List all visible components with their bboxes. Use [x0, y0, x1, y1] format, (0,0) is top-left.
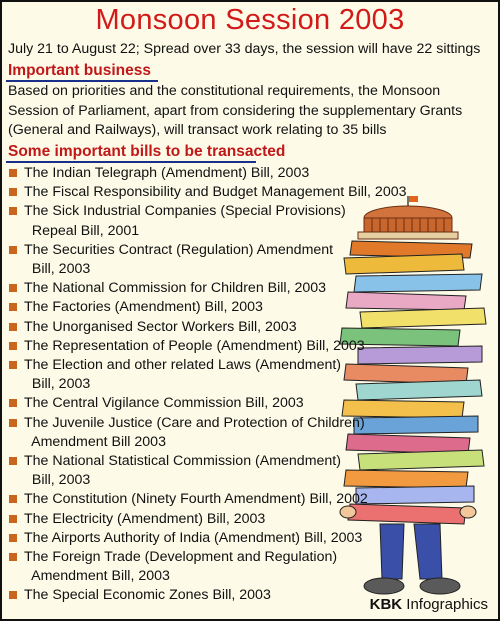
bill-item: [8, 202, 407, 240]
bill-title: The Juvenile Justice (Care and Protection of Children) Amendment Bill 2003: [24, 414, 365, 450]
bill-item: [8, 279, 407, 298]
bill-title: The National Statistical Commission (Amendment) Bill, 2003: [24, 453, 341, 489]
bill-item: [8, 548, 407, 586]
bill-title: The National Commission for Children Bill, 2003: [24, 280, 327, 297]
square-bullet-icon: [9, 169, 17, 177]
bill-title: The Sick Industrial Companies (Special Provisions) Repeal Bill, 2001: [24, 203, 346, 239]
bill-title: The Central Vigilance Commission Bill, 2003: [24, 395, 304, 412]
important-business-heading: Important business: [8, 62, 151, 79]
bill-item: [8, 452, 407, 490]
credit-line: [370, 596, 488, 613]
hand-icon: [460, 506, 476, 518]
bills-list: [8, 164, 407, 606]
bill-item: [8, 318, 407, 337]
square-bullet-icon: [9, 342, 17, 350]
square-bullet-icon: [9, 361, 17, 369]
square-bullet-icon: [9, 284, 17, 292]
square-bullet-icon: [9, 591, 17, 599]
bill-title: The Special Economic Zones Bill, 2003: [24, 587, 271, 604]
square-bullet-icon: [9, 246, 17, 254]
square-bullet-icon: [9, 207, 17, 215]
square-bullet-icon: [9, 457, 17, 465]
bill-item: [8, 414, 407, 452]
bill-title: The Unorganised Sector Workers Bill, 2003: [24, 318, 297, 335]
bill-title: The Electricity (Amendment) Bill, 2003: [24, 510, 266, 527]
description-line: (General and Railways), will transact work relating to 35 bills: [8, 122, 387, 138]
description-line: Based on priorities and the constitutional requirements, the Monsoon: [8, 83, 441, 99]
bills-heading: Some important bills to be transacted: [8, 143, 286, 160]
square-bullet-icon: [9, 323, 17, 331]
session-dates: July 21 to August 22; Spread over 33 days, the session will have 22 sittings: [8, 41, 481, 57]
bill-title: The Foreign Trade (Development and Regulation) Amendment Bill, 2003: [24, 549, 338, 585]
square-bullet-icon: [9, 553, 17, 561]
bill-item: [8, 337, 407, 356]
bill-item: [8, 298, 407, 317]
bill-item: [8, 529, 407, 548]
bill-item: [8, 490, 407, 509]
description-line: Session of Parliament, apart from considering the supplementary Grants: [8, 102, 463, 119]
bill-item: [8, 586, 407, 605]
bill-item: [8, 394, 407, 413]
bill-item: [8, 241, 407, 279]
bill-title: The Representation of People (Amendment) Bill, 2003: [24, 337, 365, 354]
bill-title: The Fiscal Responsibility and Budget Management Bill, 2003: [24, 184, 407, 201]
square-bullet-icon: [9, 188, 17, 196]
bill-item: [8, 164, 407, 183]
bill-title: The Airports Authority of India (Amendment) Bill, 2003: [24, 529, 363, 546]
square-bullet-icon: [9, 495, 17, 503]
square-bullet-icon: [9, 303, 17, 311]
square-bullet-icon: [9, 515, 17, 523]
square-bullet-icon: [9, 534, 17, 542]
square-bullet-icon: [9, 419, 17, 427]
bill-item: [8, 510, 407, 529]
bill-title: The Securities Contract (Regulation) Amendment Bill, 2003: [24, 241, 334, 278]
bill-item: [8, 183, 407, 202]
square-bullet-icon: [9, 399, 17, 407]
bill-title: The Factories (Amendment) Bill, 2003: [24, 299, 263, 316]
bill-title: The Constitution (Ninety Fourth Amendment) Bill, 2002: [24, 491, 368, 508]
credit-brand: KBK: [369, 596, 403, 613]
bill-title: The Indian Telegraph (Amendment) Bill, 2003: [24, 165, 310, 181]
heading-underline: [6, 161, 256, 163]
credit-suffix: Infographics: [402, 596, 488, 613]
bill-item: [8, 356, 407, 394]
bill-title: The Election and other related Laws (Amendment) Bill, 2003: [24, 357, 342, 393]
business-description: [8, 82, 494, 141]
page-title: Monsoon Session 2003: [95, 4, 405, 36]
